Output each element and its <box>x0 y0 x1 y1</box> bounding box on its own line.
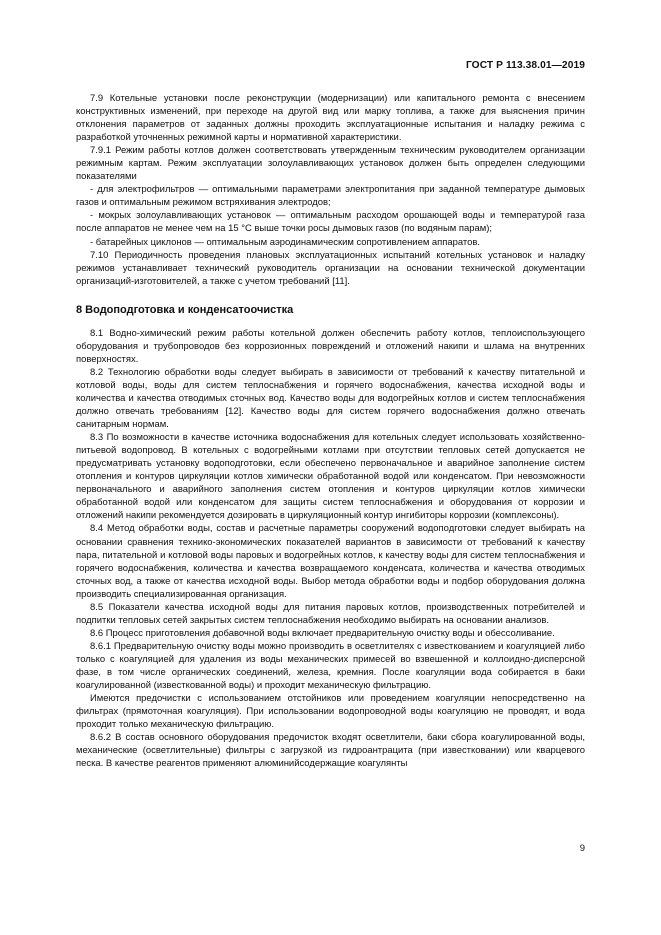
paragraph-8-5: 8.5 Показатели качества исходной воды для питания паровых котлов, производственных потребителей и подпитки тепловых сетей закрытых систем теплоснабжения необходимо выбирать на основании анализов. <box>76 601 585 626</box>
paragraph-8-3: 8.3 По возможности в качестве источника водоснабжения для котельных следует использовать хозяйственно-питьевой водопровод. В котельных с водогрейными котлами при отсутствии тепловых сетей допускается не предусматривать установку водоподготовки, если обеспечено первоначальное и аварийное заполнение систем отопления и контуров циркуляции котлов химически обработанной водой или конденсатом. При невозможности первоначального и аварийного заполнения систем отопления и контуров циркуляции котлов химически обработанной водой или конденсатом для защиты систем теплоснабжения и оборудования от коррозии и отложений накипи рекомендуется дозировать в циркуляционный контур ингибиторы коррозии (комплексоны). <box>76 432 585 522</box>
paragraph-7-9: 7.9 Котельные установки после реконструкции (модернизации) или капитального ремонта с внесением конструктивных изменений, при переходе на другой вид или марку топлива, а также для выяснения причин отклонения параметров от заданных должны проходить эксплуатационные испытания и наладку режима с разработкой уточненных режимной карты и нормативной характеристики. <box>76 93 585 144</box>
paragraph-7-9-1: 7.9.1 Режим работы котлов должен соответствовать утвержденным техническим руководителем организации режимным картам. Режим эксплуатации золоулавливающих установок должен быть определен следующими показателями <box>76 145 585 183</box>
section-heading: 8 Водоподготовка и конденсатоочистка <box>76 303 294 316</box>
paragraph-8-4: 8.4 Метод обработки воды, состав и расчетные параметры сооружений водоподготовки следует выбирать на основании сравнения технико-экономических показателей вариантов в зависимости от требований к качеству пара, питательной и котловой воды паровых и водогрейных котлов, к качеству воды для систем теплоснабжения и горячего водоснабжения, количества и качества возвращаемого конденсата, количества и качества отводимых сточных вод, а также от качества исходной воды. Выбор метода обработки воды и подбор оборудования должна производить специализированная организация. <box>76 523 585 600</box>
paragraph-8-6-1: 8.6.1 Предварительную очистку воды можно производить в осветлителях с известкованием и коагуляцией либо только с коагуляцией для удаления из воды механических примесей во взвешенной и коллоидно-дисперсной фазе, в том числе органических соединений, железа, кремния. После коагуляции вода собирается в баки коагулированной (известкованной воды) и проходит механическую фильтрацию. <box>76 640 585 692</box>
standard-designation: ГОСТ Р 113.38.01—2019 <box>465 60 585 71</box>
list-item-battery-cyclones: - батарейных циклонов — оптимальным аэродинамическим сопротивлением аппаратов. <box>90 236 481 248</box>
paragraph-8-6: 8.6 Процесс приготовления добавочной воды включает предварительную очистку воды и обессоливание. <box>90 627 555 639</box>
paragraph-8-1: 8.1 Водно-химический режим работы котельной должен обеспечить работу котлов, теплоиспользующего оборудования и трубопроводов без коррозионных повреждений и отложений накипи и шлама на внутренних поверхностях. <box>76 327 585 365</box>
page-number: 9 <box>579 843 585 854</box>
paragraph-pretreatment-note: Имеются предочистки с использованием отстойников или проведением коагуляции непосредственно на фильтрах (прямоточная коагуляция). При использовании водопроводной воды коагуляцию не проводят, и вода проходит только механическую фильтрацию. <box>76 693 585 731</box>
paragraph-7-10: 7.10 Периодичность проведения плановых эксплуатационных испытаний котельных установок и наладку режимов устанавливает технический руководитель организации на основании технической документации организаций-изготовителей, а также с учетом требований [11]. <box>76 249 585 287</box>
paragraph-8-2: 8.2 Технологию обработки воды следует выбирать в зависимости от требований к качеству питательной и котловой воды, воды для систем теплоснабжения и горячего водоснабжения, качества исходной воды и количества и качества отводимых сточных вод. Качество воды для водогрейных котлов и систем теплоснабжения должно отвечать требованиям [12]. Качество воды для систем горячего водоснабжения должно отвечать санитарным нормам. <box>76 366 585 431</box>
list-item-electrofilters: - для электрофильтров — оптимальными параметрами электропитания при заданной температуре дымовых газов и оптимальным режимом встряхивания электродов; <box>76 184 585 209</box>
document-body <box>76 92 585 770</box>
list-item-wet-collectors: - мокрых золоулавливающих установок — оптимальным расходом орошающей воды и температурой газа после аппаратов не менее чем на 15 °С выше точки росы дымовых газов (по водяным парам); <box>76 210 585 235</box>
paragraph-8-6-2: 8.6.2 В состав основного оборудования предочисток входят осветлители, баки сбора коагулированной воды, механические (осветлительные) фильтры с загрузкой из гидроантрацита (при известковании) или кварцевого песка. В качестве реагентов применяют алюминийсодержащие коагулянты <box>76 732 585 770</box>
